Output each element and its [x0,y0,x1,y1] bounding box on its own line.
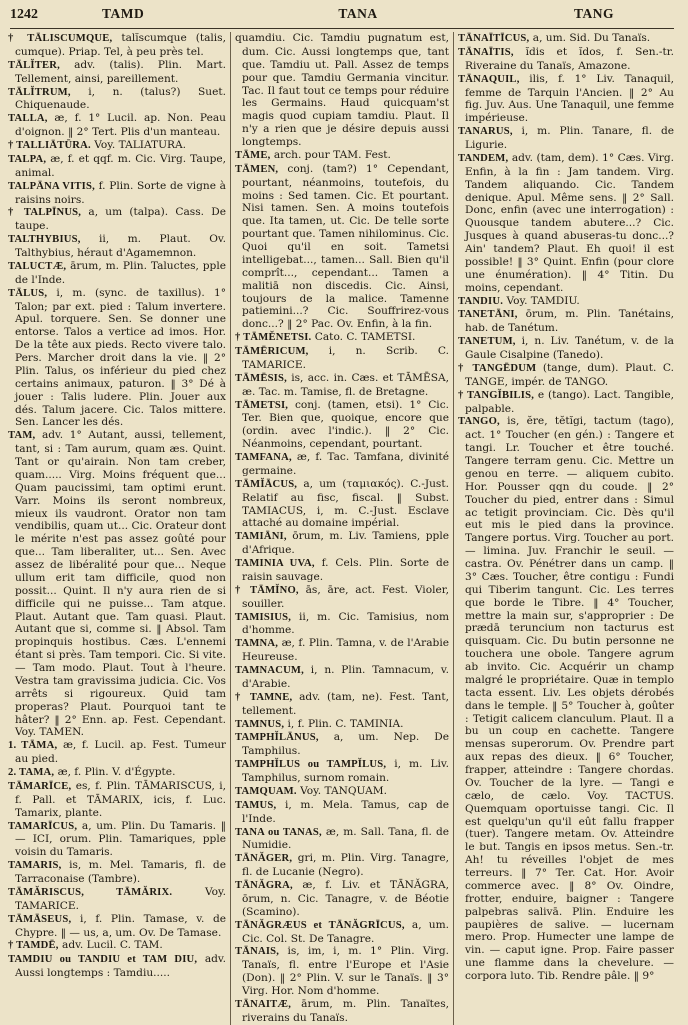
entry-definition: Voy. TAMDIU. [506,294,580,307]
entry-headword: TĀNAĪTIS, [458,46,514,58]
dictionary-entry [235,149,449,163]
entry-definition: i, n. (talus?) Suet. Chiquenaude. [15,85,226,112]
entry-headword: TĀMARĪCE, [8,780,72,792]
entry-headword: TANARUS, [458,126,513,138]
entry-definition: i, m. Mela. Tamus, cap de l'Inde. [242,798,449,825]
entry-definition: i, f. Plin. Tamase, v. de Chypre. ‖ — us, a, um. Ov. De Tamase. [15,912,226,939]
dictionary-entry [458,295,674,309]
entry-headword: TAMNACUM, [235,665,304,676]
entry-definition: a, um. Sid. Du Tanaïs. [532,32,651,44]
entry-definition: adv. (talis). Plin. Mart. Tellement, ainsi, pareillement. [15,58,226,85]
entry-headword: TAMQUAM. [235,785,297,797]
entry-headword: TALLA, [8,113,48,125]
entry-headword: † TAMNE, [235,691,293,703]
entry-headword: TĀNĂGRA, [235,880,293,891]
entry-headword: TANETĀNI, [458,309,518,321]
page-header [10,6,674,29]
entry-definition: ās, āre, act. Fest. Violer, souiller. [242,583,449,610]
dictionary-entry [235,718,449,732]
entry-headword: TĀME, [235,149,271,161]
entry-headword: TAMARĪCUS, [8,820,78,832]
entry-headword: TĀNAQUIL, [458,73,520,85]
dictionary-entry [458,308,674,335]
entry-definition: a, um (talpa). Cass. De taupe. [15,206,227,233]
entry-definition: quamdiu. Cic. Tamdiu pugnatum est, dum. Cic. Aussi longtemps que, tant que. Tamdiu ut. Pall. Assez de temps pour que. Tamdiu Germania vincitur. Tac. Il faut tout ce temps pour réduire les Germains. Haud quicquam'st magis quod cupiam tamdiu. Plaut. Il n'y a rien que je désire depuis aussi longtemps. [235,32,449,148]
entry-definition: a, um (ταμιακός). C.-Just. Relatif au fisc, fiscal. ‖ Subst. TAMIACUS, i, m. C.-Just. Esclave attaché au domaine impérial. [242,477,449,530]
dictionary-entry [458,152,674,295]
dictionary-entry [8,886,226,913]
dictionary-entry [235,637,449,664]
entry-definition: adv. 1° Autant, aussi, tellement, tant, si : Tam aurum, quam æs. Quint. Tant or qu'airain. Non tam creber, quam..... Virg. Moins fréquent que... Quam paucissimi, tam optimi erunt. Varr. Moins ils seront nombreux, mieux ils vaudront. Orator non tam vendibilis, quam ut... Cic. Orateur dont le mérite n'est pas assez goûté pour que... Tam liberaliter, ut... Sen. Avec assez de libéralité pour que... Neque ullum erit tam difficile, quod non possit... Quint. Il n'y aura rien de si difficile qui ne puisse... Tam atque. Plaut. Autant que. Tam quasi. Plaut. Autant que si, comme si. ‖ Absol. Tam propinquis hostibus. Cæs. L'ennemi étant si près. Tam tempori. Cic. Si vite. — Tam modo. Plaut. Tout à l'heure. Vestra tam gravissima judicia. Cic. Vos arrêts si rigoureux. Quid tam properas? Plaut. Pourquoi tant te hâter? ‖ 2° Enn. ap. Fest. Cependant. Voy. TAMEN. [15,429,226,739]
entry-definition: æ, f. et qqf. m. Cic. Virg. Taupe, animal. [15,152,226,179]
entry-definition: i, n. Scrib. C. TAMARICE. [242,345,450,371]
entry-headword: TAMUS, [235,799,277,811]
dictionary-entry [235,919,449,946]
entry-definition: Voy. TANQUAM. [300,784,388,797]
entry-definition: ii, m. Cic. Tamisius, nom d'homme. [242,610,449,637]
entry-headword: TAMPHĬLUS ou TAMPĬLUS, [235,759,387,771]
entry-headword: TALTHYBIUS, [8,234,81,246]
entry-definition: æ, f. 1° Lucil. ap. Non. Peau d'oignon. ‖ 2° Tert. Plis d'un manteau. [15,112,226,139]
entry-definition: æ, f. Tac. Tamfana, divinité germaine. [242,451,449,477]
dictionary-entry [235,945,449,998]
entry-definition: talĭscumque (talis, cumque). Priap. Tel, à peu près tel. [15,32,226,58]
guide-word-right: TANG [573,6,614,21]
entry-definition: ārum, m. Plin. Tanaïtes, riverains du Tanaïs. [242,997,449,1024]
entry-definition: i, m. (sync. de taxillus). 1° Talon; par ext. pied : Talum invertere. Apul. torquere. Sen. Se donner une entorse. Talos a vertice ad imos. Hor. De la tête aux pieds. Recto vivere talo. Pers. Marcher droit dans la vie. ‖ 2° Plin. Talus, os inférieur du pied chez certains animaux, paturon. ‖ 3° Dé à jouer : Talis ludere. Plin. Jouer aux dés. Talum jacere. Cic. Talos mittere. Sen. Lancer les dés. [15,286,226,429]
entry-headword: TĀMĬĀCUS, [235,478,298,490]
columns [4,32,678,1025]
dictionary-entry [235,998,449,1025]
dictionary-entry [458,415,674,983]
entry-definition: ĭdis et ĭdos, f. Sen.-tr. Riveraine du Tanaïs, Amazone. [465,45,674,72]
guide-word-center: TANA [338,6,378,21]
dictionary-entry [235,664,449,691]
dictionary-entry [235,826,449,853]
entry-headword: TĀNĂGER, [235,853,293,865]
dictionary-entry [235,785,449,799]
dictionary-entry [8,287,226,430]
entry-headword: † TĀMĬNO, [235,584,299,596]
entry-headword: TAMNA, [235,638,279,650]
dictionary-entry [8,180,226,207]
entry-headword: TĀNAIS, [235,946,280,958]
dictionary-entry [235,399,449,452]
dictionary-entry [235,584,449,611]
dictionary-entry [235,32,449,149]
entry-definition: es, f. Plin. TĀMARISCUS, i, f. Pall. et TĀMARIX, icis, f. Luc. Tamarix, plante. [15,779,226,819]
entry-headword: TAMNUS, [235,718,285,730]
entry-headword: 1. TĀMA, [8,740,58,752]
dictionary-entry [235,372,449,399]
dictionary-entry [235,163,449,331]
entry-headword: TANA ou TANAS, [235,826,322,838]
entry-definition: conj. (tamen, etsi). 1° Cic. Ter. Bien que, quoique, encore que (ordin. avec l'indic.). ‖ 2° Cic. Néanmoins, cependant, pourtant. [242,398,449,451]
column-2 [230,32,453,1025]
entry-definition: a, um. Nep. De Tamphilus. [242,731,449,758]
dictionary-entry [8,953,226,980]
dictionary-entry [8,233,226,260]
entry-headword: † TĀMĔNETSI. [235,332,312,344]
dictionary-entry [458,335,674,362]
dictionary-entry [235,331,449,345]
dictionary-entry [235,478,449,531]
dictionary-entry [235,758,449,785]
entry-headword: TALPĀNA VITIS, [8,180,95,192]
entry-definition: ārum, m. Plin. Taluctes, pple de l'Inde. [15,259,226,286]
dictionary-entry [8,859,226,886]
dictionary-entry [458,73,674,126]
entry-headword: TĀMĒRICUM, [235,346,309,357]
dictionary-entry [8,206,226,233]
entry-headword: TAMFANA, [235,452,292,463]
entry-headword: TALUCTÆ, [8,260,67,272]
entry-headword: † TĀLISCUMQUE, [8,33,113,44]
entry-headword: TAMINIA UVA, [235,558,315,569]
entry-headword: † TALLIĀTŪRA. [8,140,91,151]
entry-headword: † TALPĪNUS, [8,207,82,219]
entry-headword: TĀLUS, [8,287,48,299]
entry-definition: arch. pour TAM. Fest. [273,148,391,161]
entry-definition: æ, f. Plin. V. d'Égypte. [57,766,176,778]
dictionary-entry [458,125,674,152]
dictionary-entry [235,879,449,919]
entry-definition: æ, f. Lucil. ap. Fest. Tumeur au pied. [15,739,226,766]
entry-definition: i, n. Liv. Tanétum, v. de la Gaule Cisalpine (Tanedo). [465,335,674,361]
entry-headword: TALPA, [8,153,47,165]
entry-definition: is, im, i, m. 1° Plin. Virg. Tanaïs, fl. entre l'Europe et l'Asie (Don). ‖ 2° Plin. V. sur le Tanaïs. ‖ 3° Virg. Hor. Nom d'homme. [242,945,449,997]
dictionary-entry [235,691,449,718]
dictionary-entry [8,112,226,139]
entry-headword: TAMPHĬLĀNUS, [235,732,319,744]
entry-definition: æ, f. Liv. et TĀNĂGRA, ōrum, n. Cic. Tanagre, v. de Béotie (Scamino). [242,879,449,918]
dictionary-entry [458,389,674,416]
entry-definition: ōrum, m. Liv. Tamiens, pple d'Afrique. [242,530,449,557]
dictionary-entry [8,739,226,766]
entry-headword: TANDIU. [458,295,504,307]
dictionary-entry [8,429,226,739]
entry-definition: gri, m. Plin. Virg. Tanagre, fl. de Lucanie (Negro). [242,852,449,879]
dictionary-entry [458,32,674,46]
dictionary-entry [8,59,226,86]
entry-headword: TANETUM, [458,336,516,348]
entry-headword: TAMDIU ou TANDIU et TAM DIU, [8,954,198,966]
dictionary-entry [8,939,226,953]
entry-headword: TAM, [8,430,36,442]
entry-definition: i, f. Plin. C. TAMINIA. [287,717,404,730]
dictionary-entry [458,362,674,389]
entry-headword: † TANGĬBILIS, [458,389,535,401]
entry-definition: Voy. TALIATURA. [94,139,187,151]
entry-definition: a, um. Plin. Du Tamaris. ‖ — ICI, orum. Plin. Tamariques, pple voisin du Tamaris. [15,819,226,859]
dictionary-entry [235,799,449,826]
dictionary-entry [235,731,449,758]
entry-definition: adv. Lucil. C. TAM. [62,939,163,952]
entry-definition: a, um. Cic. Col. St. De Tanagre. [242,918,449,945]
guide-word-left: TAMD [102,6,145,21]
entry-headword: TĀMETSI, [235,399,289,411]
entry-headword: † TAMDĒ, [8,940,59,952]
entry-headword: TĀMĒSIS, [235,372,287,384]
entry-definition: Cato. C. TAMETSI. [314,331,416,344]
entry-definition: i, m. Liv. Tamphilus, surnom romain. [242,758,449,784]
dictionary-entry [8,153,226,180]
dictionary-entry [8,820,226,860]
dictionary-entry [235,557,449,584]
dictionary-entry [235,451,449,478]
dictionary-entry [8,86,226,113]
entry-definition: f. Cels. Plin. Sorte de raisin sauvage. [242,557,449,583]
entry-headword: TĀNĂGRÆUS et TĀNĂGRĪCUS, [235,919,405,931]
entry-definition: æ, f. Plin. Tamna, v. de l'Arabie Heureuse. [242,637,449,664]
entry-definition: adv. Aussi longtemps : Tamdiu..... [15,953,227,980]
entry-headword: TĀNAITÆ, [235,998,292,1010]
dictionary-entry [8,780,226,820]
entry-definition: æ, m. Sall. Tana, fl. de Numidie. [242,825,449,852]
dictionary-entry [458,46,674,73]
entry-headword: TĀMĀSEUS, [8,913,72,925]
entry-definition: Voy. TAMARICE. [15,885,226,912]
entry-headword: TĀLĬTER, [8,59,60,71]
dictionary-entry [235,530,449,557]
entry-headword: 2. TAMA, [8,767,55,778]
entry-definition: conj. (tam?) 1° Cependant, pourtant, néanmoins, toutefois, du moins : Sed tamen. Cic. Et pourtant. Nisi tamen. Sen. A moins toutefois que. Ita tamen, ut. Cic. De telle sorte pourtant que. Tamen nihilominus. Cic. Quoi qu'il en soit. Tametsi intelligebat..., tamen... Sall. Bien qu'il comprît..., cependant... Tamen a malitiā non discedis. Cic. Ainsi, toujours de la malice. Tamenne patiemini...? Cic. Souffrirez-vous donc...? ‖ 2° Pac. Ov. Enfin, à la fin. [242,162,449,331]
dictionary-entry [8,913,226,940]
dictionary-entry [8,139,226,153]
entry-definition: i, n. Plin. Tamnacum, v. d'Arabie. [242,664,449,690]
entry-headword: TANDEM, [458,152,509,164]
dictionary-entry [235,611,449,638]
entry-headword: TAMISIUS, [235,611,292,623]
entry-definition: i, m. Plin. Tanare, fl. de Ligurie. [465,125,675,151]
dictionary-entry [235,345,449,372]
entry-headword: TĀNAĪTĪCUS, [458,33,530,44]
entry-definition: e (tango). Lact. Tangible, palpable. [465,388,675,415]
entry-definition: is, acc. in. Cæs. et TĀMĒSA, æ. Tac. m. Tamise, fl. de Bretagne. [242,371,449,398]
entry-definition: (tange, dum). Plaut. C. TANGE, impér. de TANGO. [465,361,674,388]
entry-headword: † TANGĒDUM [458,362,537,374]
entry-definition: ōrum, m. Plin. Tanétains, hab. de Tanétum. [465,308,674,335]
entry-headword: TĀMEN, [235,163,279,175]
entry-definition: ii, m. Plaut. Ov. Talthybius, héraut d'Agamemnon. [15,233,227,259]
entry-definition: f. Plin. Sorte de vigne à raisins noirs. [15,179,226,206]
entry-headword: TAMARIS, [8,860,62,872]
entry-definition: adv. (tam, ne). Fest. Tant, tellement. [242,690,449,717]
page-number: 1242 [10,7,38,22]
entry-headword: TĀMĂRISCUS, TĀMĂRIX. [8,886,173,898]
dictionary-entry [8,260,226,287]
entry-headword: TANGO, [458,416,500,428]
dictionary-entry [8,766,226,780]
column-3 [453,32,678,1025]
dictionary-entry [8,32,226,59]
dictionary-entry [235,852,449,879]
entry-definition: is, ĕre, tĕtĭgi, tactum (tago), act. 1° Toucher (en gén.) : Tangere et tangi. Lr. Toucher et être touché. Tangere terram genu. Cic. Mettre un genou en terre. — aliquem cubito. Hor. Pousser qqn du coude. ‖ 2° Toucher du pied, entrer dans : Simul ac tetigit provinciam. Cic. Dès qu'il eut mis le pied dans la province. Tangere portus. Virg. Toucher au port. — limina. Juv. Franchir le seuil. — castra. Ov. Pénétrer dans un camp. ‖ 3° Cæs. Toucher, être contigu : Fundi qui Tiberim tangunt. Cic. Les terres que borde le Tibre. ‖ 4° Toucher, mettre la main sur, s'approprier : De prædā teruncium non tacturus est quisquam. Cic. Du butin personne ne touchera une obole. Tangere agrum ab invito. Cic. Acquérir un champ malgré le propriétaire. Quæ in templo tacta essent. Liv. Les objets dérobés dans le temple. ‖ 5° Toucher à, goûter : Tetigit calicem clanculum. Plaut. Il a bu un coup en cachette. Tangere mensas superorum. Ov. Prendre part aux repas des dieux. ‖ 6° Toucher, frapper, atteindre : Tangere chordas. Ov. Toucher de la lyre. — Tangi e cælo, de cælo. Voy. TACTUS. Quemquam oportuisse tangi. Cic. Il est quelqu'un qu'il eût fallu frapper (tuer). Tangere metam. Ov. Atteindre le but. Tangis en ipsos metus. Sen.-tr. Ah! tu réveilles l'objet de mes terreurs. ‖ 7° Ter. Cat. Hor. Avoir commerce avec. ‖ 8° Ov. Oindre, frotter, enduire, baigner : Tangere palpebras salivā. Plin. Enduire les paupières de salive. — lucernam mero. Prop. Humecter une lampe de vin. — caput igne. Prop. Faire passer une flamme dans la chevelure. — corpora luto. Tib. Rendre pâle. ‖ 9° [465,415,674,982]
entry-definition: ilis, f. 1° Liv. Tanaquil, femme de Tarquin l'Ancien. ‖ 2° Au fig. Juv. Aus. Une Tanaquil, une femme impérieuse. [465,72,674,125]
entry-headword: TĀLĬTRUM, [8,86,71,98]
entry-headword: TAMIĀNI, [235,531,287,543]
column-1 [4,32,230,1025]
entry-definition: is, m. Mel. Tamaris, fl. de Tarraconaise (Tambre). [15,859,226,885]
entry-definition: adv. (tam, dem). 1° Cæs. Virg. Enfin, à la fin : Jam tandem. Virg. Tandem aliquando. Cic. Tandem denique. Apul. Même sens. ‖ 2° Sall. Donc, enfin (avec une interrogation) : Quousque tandem abutere...? Cic. Jusques à quand abuseras-tu donc...? Ain' tandem? Plaut. Eh quoi! il est possible! ‖ 3° Quint. Enfin (pour clore une énumération). ‖ 4° Titin. Du moins, cependant. [465,151,674,294]
